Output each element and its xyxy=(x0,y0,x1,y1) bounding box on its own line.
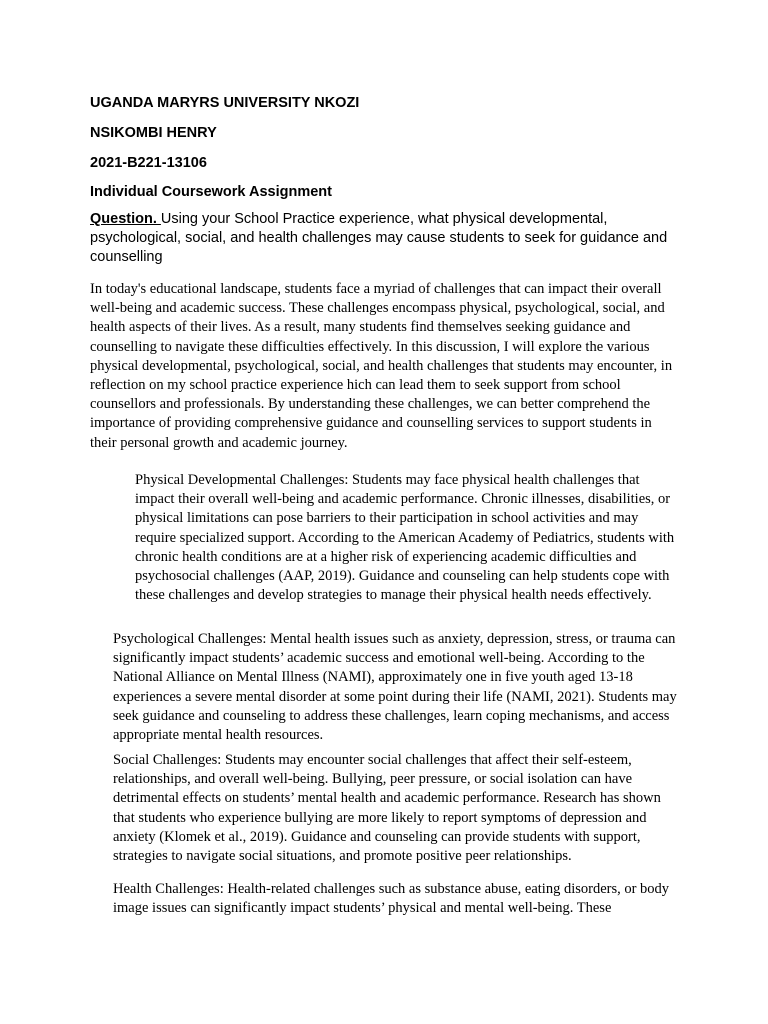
question-block xyxy=(90,210,670,267)
student-name: NSIKOMBI HENRY xyxy=(90,125,217,141)
question-text: Using your School Practice experience, what physical developmental, psychological, social, and health challenges may cause students to seek for guidance and counselling xyxy=(90,211,668,265)
question-label: Question. xyxy=(90,211,161,227)
university-name: UGANDA MARYRS UNIVERSITY NKOZI xyxy=(90,95,360,111)
assignment-title: Individual Coursework Assignment xyxy=(90,184,332,200)
intro-paragraph: In today's educational landscape, students face a myriad of challenges that can impact their overall well-being and academic success. These challenges encompass physical, psychological, social, and health aspects of their lives. As a result, many students find themselves seeking guidance and counselling to navigate these difficulties effectively. In this discussion, I will explore the various physical developmental, psychological, social, and health challenges that students may encounter, in reflection on my school practice experience hich can lead them to seek support from school counsellors and professionals. By understanding these challenges, we can better comprehend the importance of providing comprehensive guidance and counselling services to support students in their personal growth and academic journey. xyxy=(90,281,673,451)
physical-challenges-paragraph: Physical Developmental Challenges: Students may face physical health challenges that impact their overall well-being and academic performance. Chronic illnesses, disabilities, or physical limitations can pose barriers to their participation in school activities and may require specialized support. According to the American Academy of Pediatrics, students with chronic health conditions are at a higher risk of experiencing academic difficulties and psychosocial challenges (AAP, 2019). Guidance and counseling can help students cope with these challenges and develop strategies to manage their physical health needs effectively. xyxy=(135,472,675,604)
psychological-challenges-paragraph: Psychological Challenges: Mental health issues such as anxiety, depression, stress, or trauma can significantly impact students’ academic success and emotional well-being. According to the National Alliance on Mental Illness (NAMI), approximately one in five youth aged 13-18 experiences a severe mental disorder at some point during their life (NAMI, 2021). Students may seek guidance and counseling to address these challenges, learn coping mechanisms, and access appropriate mental health resources. xyxy=(113,631,677,744)
student-id: 2021-B221-13106 xyxy=(90,155,207,171)
social-challenges-paragraph: Social Challenges: Students may encounter social challenges that affect their self-esteem, relationships, and overall well-being. Bullying, peer pressure, or social isolation can have detrimental effects on students’ mental health and academic performance. Research has shown that students who experience bullying are more likely to report symptoms of depression and anxiety (Klomek et al., 2019). Guidance and counseling can provide students with support, strategies to navigate social situations, and promote positive peer relationships. xyxy=(113,752,661,865)
health-challenges-paragraph: Health Challenges: Health-related challenges such as substance abuse, eating disorders, or body image issues can significantly impact students’ physical and mental well-being. These xyxy=(113,881,670,917)
